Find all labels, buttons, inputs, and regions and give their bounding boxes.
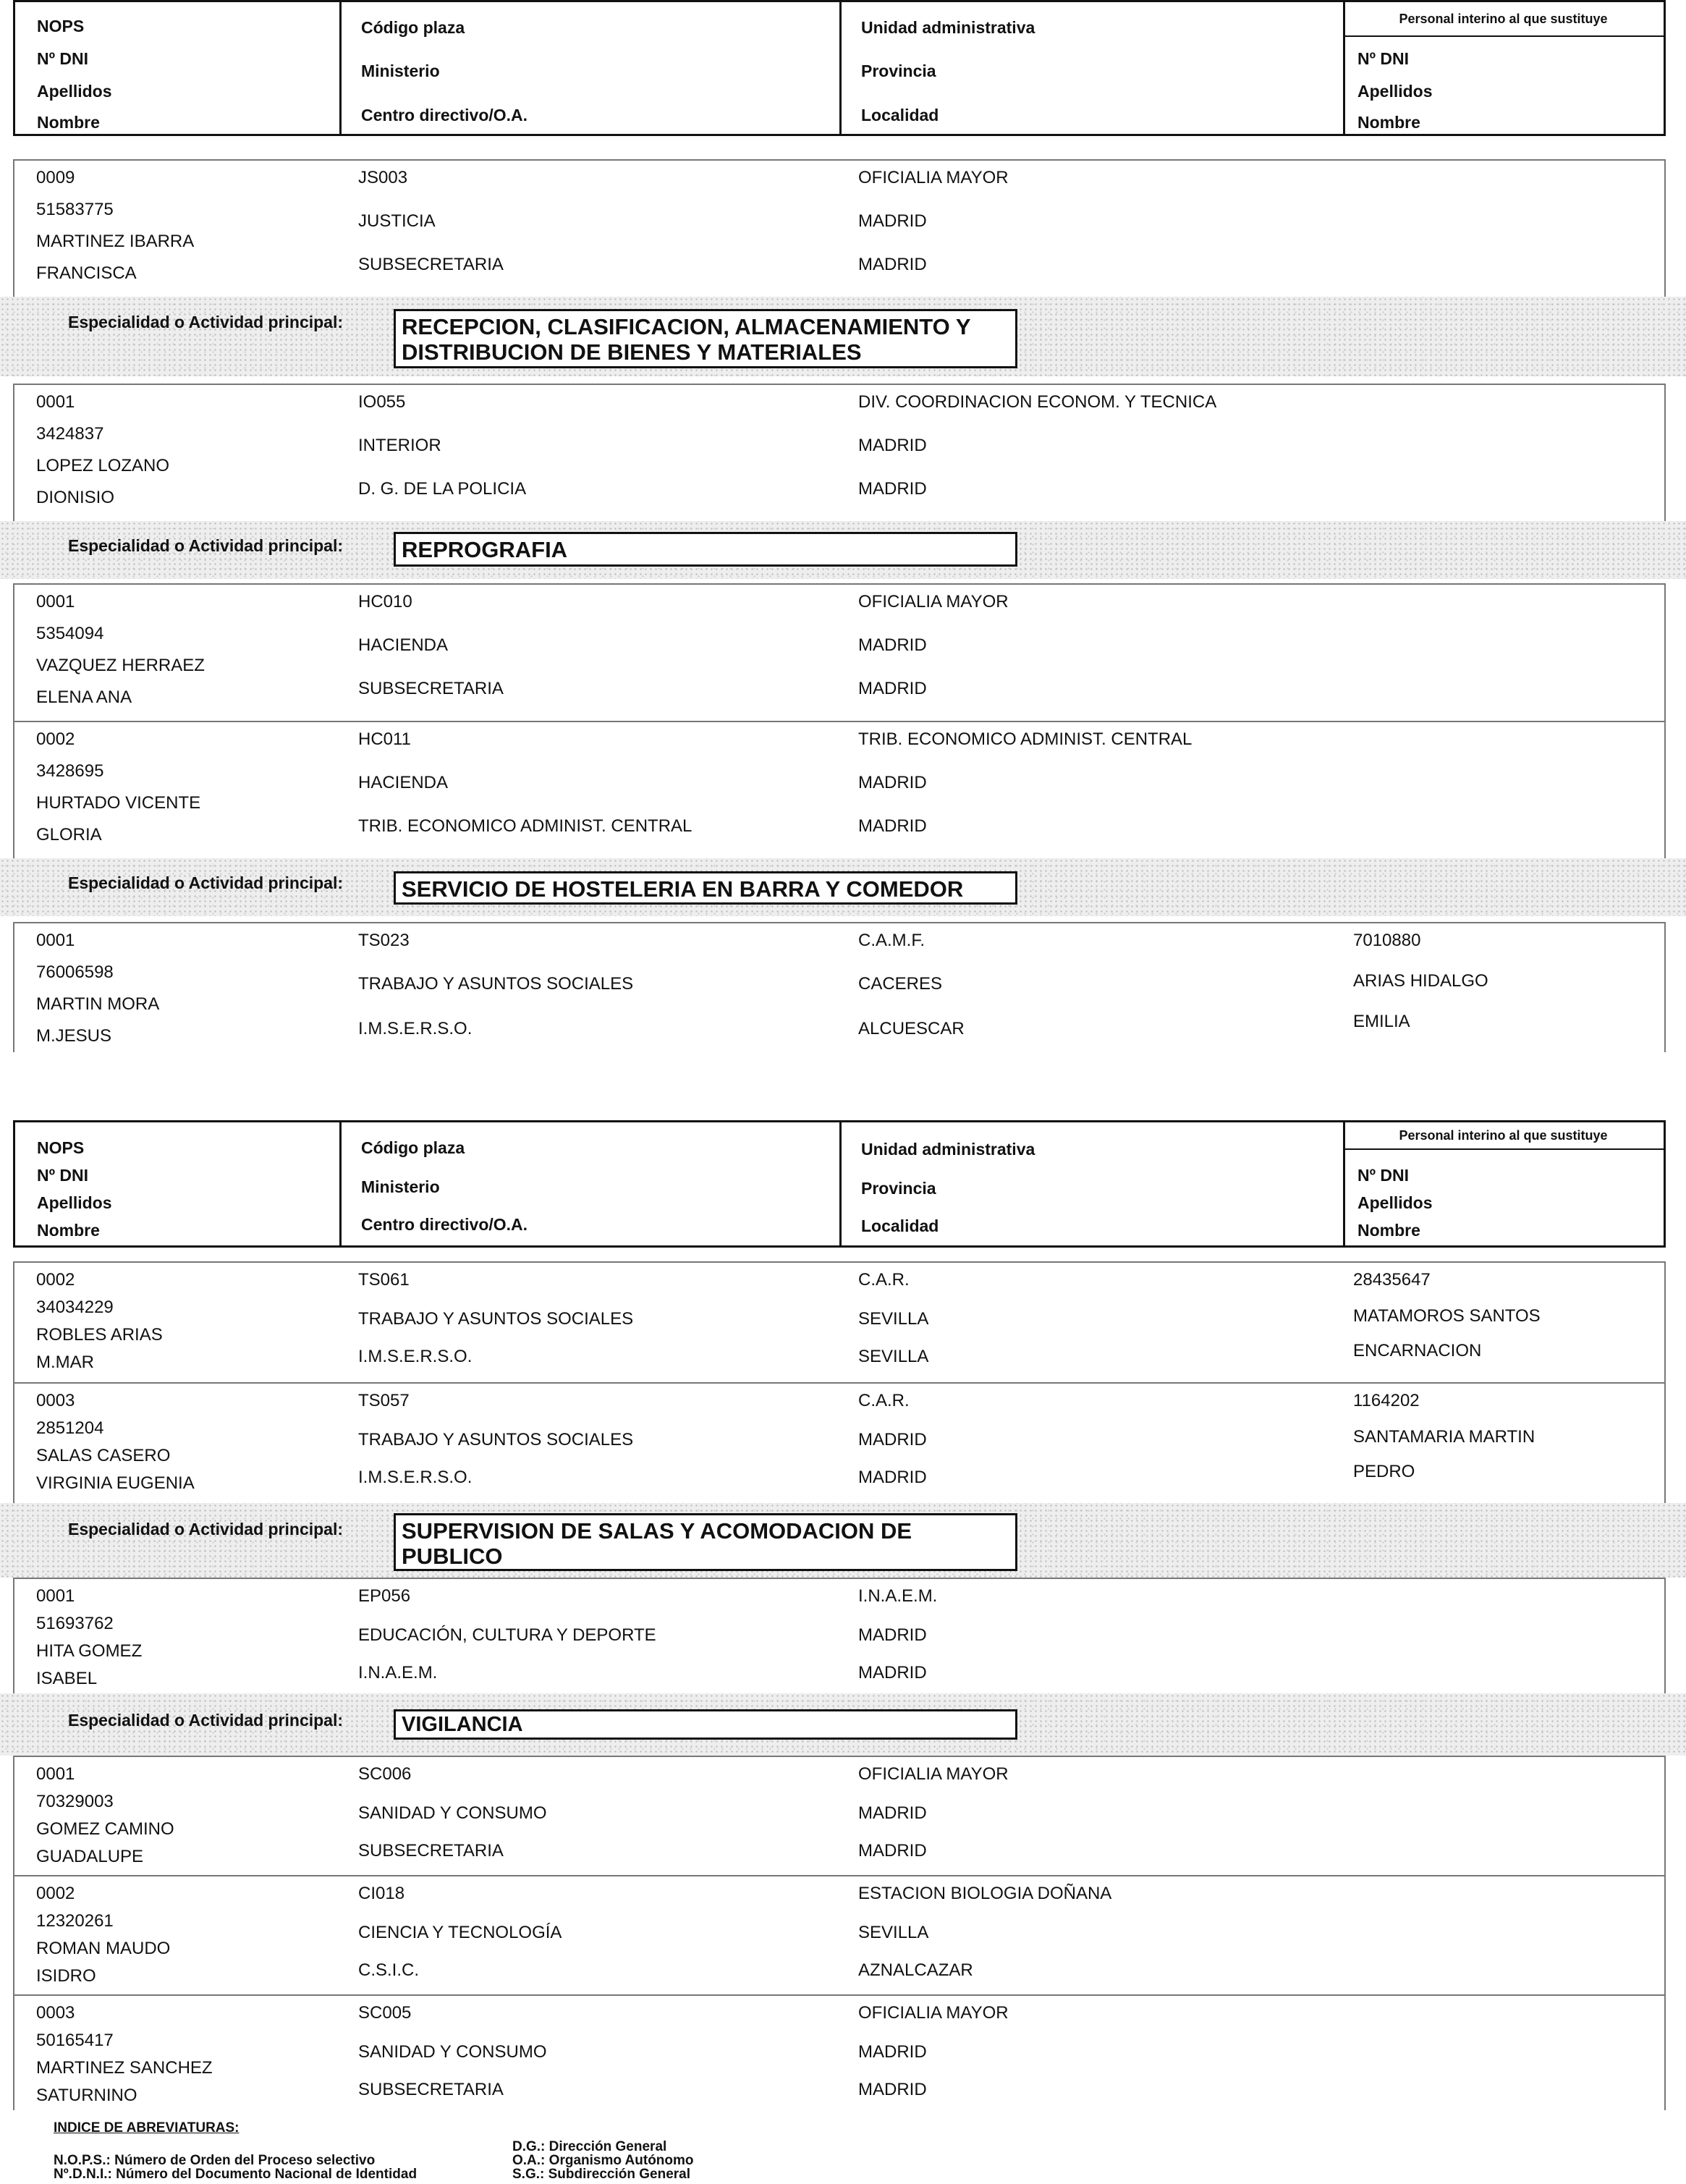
- unidad-administrativa: I.N.A.E.M.: [858, 1586, 938, 1606]
- provincia: MADRID: [858, 211, 927, 231]
- dni: 3424837: [36, 424, 104, 444]
- ministerio: TRABAJO Y ASUNTOS SOCIALES: [358, 1430, 634, 1449]
- sustituye-dni: 28435647: [1353, 1270, 1431, 1290]
- header-apellidos: Apellidos: [37, 82, 112, 101]
- localidad: MADRID: [858, 479, 927, 499]
- ministerio: HACIENDA: [358, 635, 449, 655]
- centro-directivo: I.N.A.E.M.: [358, 1663, 438, 1683]
- centro-directivo: SUBSECRETARIA: [358, 2080, 504, 2099]
- apellidos: LOPEZ LOZANO: [36, 456, 170, 475]
- header-col-unidad: [839, 2, 1345, 134]
- codigo-plaza: CI018: [358, 1884, 405, 1903]
- apellidos: MARTINEZ IBARRA: [36, 232, 195, 251]
- header-provincia: Provincia: [861, 1179, 936, 1198]
- sustituye-nombre: EMILIA: [1353, 1012, 1410, 1031]
- header-col-plaza: [339, 1122, 842, 1245]
- codigo-plaza: TS023: [358, 931, 410, 950]
- table-row: [13, 1382, 1666, 1503]
- centro-directivo: C.S.I.C.: [358, 1960, 420, 1980]
- sustituye-apellidos: SANTAMARIA MARTIN: [1353, 1427, 1535, 1447]
- ministerio: TRABAJO Y ASUNTOS SOCIALES: [358, 974, 634, 994]
- provincia: SEVILLA: [858, 1309, 929, 1329]
- unidad-administrativa: ESTACION BIOLOGIA DOÑANA: [858, 1884, 1112, 1903]
- ministerio: EDUCACIÓN, CULTURA Y DEPORTE: [358, 1625, 656, 1645]
- localidad: MADRID: [858, 1841, 927, 1861]
- provincia: MADRID: [858, 1803, 927, 1823]
- table-header: [13, 0, 1666, 136]
- centro-directivo: SUBSECRETARIA: [358, 1841, 504, 1861]
- unidad-administrativa: DIV. COORDINACION ECONOM. Y TECNICA: [858, 392, 1217, 412]
- nombre: ISIDRO: [36, 1966, 96, 1986]
- header-dni: Nº DNI: [37, 49, 89, 68]
- localidad: MADRID: [858, 1663, 927, 1683]
- provincia: MADRID: [858, 773, 927, 792]
- apellidos: MARTIN MORA: [36, 994, 160, 1014]
- header-col-person: [15, 1122, 342, 1245]
- sustituye-nombre: PEDRO: [1353, 1462, 1415, 1481]
- apellidos: ROMAN MAUDO: [36, 1939, 171, 1958]
- unidad-administrativa: C.A.R.: [858, 1270, 910, 1290]
- codigo-plaza: HC011: [358, 729, 411, 749]
- header-dni: Nº DNI: [37, 1166, 89, 1185]
- table-header: [13, 1120, 1666, 1248]
- table-row: [13, 384, 1666, 521]
- specialty-label: Especialidad o Actividad principal:: [68, 1520, 344, 1538]
- specialty-band: [0, 858, 1686, 916]
- header-col-plaza: [339, 2, 842, 134]
- dni: 3428695: [36, 761, 104, 781]
- header-localidad: Localidad: [861, 106, 939, 124]
- centro-directivo: I.M.S.E.R.S.O.: [358, 1347, 473, 1366]
- header-sustituye-title: Personal interino al que sustituye: [1399, 12, 1608, 26]
- header-sust-apellidos: Apellidos: [1357, 82, 1433, 101]
- specialty-band: [0, 1503, 1686, 1578]
- unidad-administrativa: C.A.R.: [858, 1391, 910, 1410]
- specialty-label: Especialidad o Actividad principal:: [68, 536, 344, 555]
- nops: 0001: [36, 392, 75, 412]
- nombre: GLORIA: [36, 825, 102, 845]
- unidad-administrativa: OFICIALIA MAYOR: [858, 1764, 1009, 1784]
- nops: 0002: [36, 729, 75, 749]
- header-sust-nombre: Nombre: [1357, 113, 1420, 132]
- specialty-label: Especialidad o Actividad principal:: [68, 873, 344, 892]
- nombre: VIRGINIA EUGENIA: [36, 1473, 195, 1493]
- sustituye-apellidos: MATAMOROS SANTOS: [1353, 1306, 1541, 1326]
- specialty-label: Especialidad o Actividad principal:: [68, 313, 344, 331]
- localidad: MADRID: [858, 1468, 927, 1487]
- dni: 34034229: [36, 1298, 114, 1317]
- header-centro: Centro directivo/O.A.: [361, 1215, 528, 1234]
- table-row: [13, 1578, 1666, 1693]
- header-sustituye-title-box: [1343, 2, 1664, 37]
- centro-directivo: SUBSECRETARIA: [358, 255, 504, 274]
- header-ministerio: Ministerio: [361, 1177, 440, 1196]
- header-col-sustituye: [1343, 1122, 1664, 1245]
- unidad-administrativa: OFICIALIA MAYOR: [858, 168, 1009, 187]
- header-ministerio: Ministerio: [361, 62, 440, 80]
- abbreviations-legend: [54, 2120, 922, 2181]
- table-row: [13, 583, 1666, 721]
- header-sust-apellidos: Apellidos: [1357, 1193, 1433, 1212]
- localidad: MADRID: [858, 255, 927, 274]
- header-nops: NOPS: [37, 17, 85, 35]
- header-codigo-plaza: Código plaza: [361, 18, 465, 37]
- codigo-plaza: TS061: [358, 1270, 410, 1290]
- unidad-administrativa: C.A.M.F.: [858, 931, 925, 950]
- nombre: FRANCISCA: [36, 263, 137, 283]
- nops: 0001: [36, 1586, 75, 1606]
- apellidos: HURTADO VICENTE: [36, 793, 201, 813]
- dni: 12320261: [36, 1911, 114, 1931]
- specialty-value: SERVICIO DE HOSTELERIA EN BARRA Y COMEDOR: [394, 871, 1017, 905]
- codigo-plaza: SC006: [358, 1764, 412, 1784]
- header-unidad: Unidad administrativa: [861, 1140, 1035, 1159]
- nops: 0001: [36, 592, 75, 611]
- provincia: MADRID: [858, 1430, 927, 1449]
- localidad: MADRID: [858, 679, 927, 698]
- header-apellidos: Apellidos: [37, 1193, 112, 1212]
- ministerio: INTERIOR: [358, 436, 441, 455]
- dni: 70329003: [36, 1792, 114, 1811]
- ministerio: SANIDAD Y CONSUMO: [358, 2042, 547, 2062]
- nops: 0002: [36, 1270, 75, 1290]
- dni: 50165417: [36, 2031, 114, 2050]
- centro-directivo: I.M.S.E.R.S.O.: [358, 1468, 473, 1487]
- dni: 76006598: [36, 962, 114, 982]
- header-sust-nombre: Nombre: [1357, 1221, 1420, 1240]
- apellidos: HITA GOMEZ: [36, 1641, 143, 1661]
- legend-item: N.O.P.S.: Número de Orden del Proceso selectivo: [54, 2153, 376, 2168]
- specialty-value: SUPERVISION DE SALAS Y ACOMODACION DE PUBLICO: [394, 1513, 1017, 1571]
- specialty-value: RECEPCION, CLASIFICACION, ALMACENAMIENTO Y DISTRIBUCION DE BIENES Y MATERIALES: [394, 309, 1017, 368]
- unidad-administrativa: OFICIALIA MAYOR: [858, 592, 1009, 611]
- nops: 0009: [36, 168, 75, 187]
- legend-item: D.G.: Dirección General: [512, 2139, 667, 2154]
- nops: 0001: [36, 931, 75, 950]
- centro-directivo: SUBSECRETARIA: [358, 679, 504, 698]
- legend-item: Nº.D.N.I.: Número del Documento Nacional de Identidad: [54, 2167, 418, 2182]
- header-sustituye-title-box: [1343, 1122, 1664, 1150]
- apellidos: MARTINEZ SANCHEZ: [36, 2058, 213, 2078]
- codigo-plaza: HC010: [358, 592, 412, 611]
- codigo-plaza: EP056: [358, 1586, 411, 1606]
- dni: 2851204: [36, 1418, 104, 1438]
- header-sust-dni: Nº DNI: [1357, 49, 1410, 68]
- apellidos: ROBLES ARIAS: [36, 1325, 163, 1345]
- header-nombre: Nombre: [37, 113, 100, 132]
- header-sust-dni: Nº DNI: [1357, 1166, 1410, 1185]
- header-sustituye-title: Personal interino al que sustituye: [1399, 1128, 1608, 1143]
- provincia: MADRID: [858, 436, 927, 455]
- header-centro: Centro directivo/O.A.: [361, 106, 528, 124]
- provincia: MADRID: [858, 2042, 927, 2062]
- centro-directivo: I.M.S.E.R.S.O.: [358, 1019, 473, 1038]
- codigo-plaza: SC005: [358, 2003, 412, 2023]
- table-row: [13, 1994, 1666, 2110]
- table-row: [13, 721, 1666, 858]
- specialty-band: [0, 1693, 1686, 1756]
- localidad: ALCUESCAR: [858, 1019, 965, 1038]
- ministerio: HACIENDA: [358, 773, 449, 792]
- legend-item: S.G.: Subdirección General: [512, 2167, 691, 2182]
- header-col-sustituye: [1343, 2, 1664, 134]
- table-row: [13, 922, 1666, 1052]
- header-localidad: Localidad: [861, 1216, 939, 1235]
- sustituye-apellidos: ARIAS HIDALGO: [1353, 971, 1488, 991]
- apellidos: VAZQUEZ HERRAEZ: [36, 656, 205, 675]
- table-row: [13, 1756, 1666, 1875]
- sustituye-dni: 7010880: [1353, 931, 1421, 950]
- specialty-value: VIGILANCIA: [394, 1709, 1017, 1740]
- nombre: M.JESUS: [36, 1026, 112, 1046]
- header-unidad: Unidad administrativa: [861, 18, 1035, 37]
- header-col-unidad: [839, 1122, 1345, 1245]
- header-col-person: [15, 2, 342, 134]
- localidad: SEVILLA: [858, 1347, 929, 1366]
- header-nombre: Nombre: [37, 1221, 100, 1240]
- table-row: [13, 159, 1666, 297]
- nombre: ELENA ANA: [36, 687, 132, 707]
- nops: 0003: [36, 1391, 75, 1410]
- dni: 51693762: [36, 1614, 114, 1633]
- nops: 0001: [36, 1764, 75, 1784]
- dni: 5354094: [36, 624, 104, 643]
- nombre: GUADALUPE: [36, 1847, 144, 1866]
- nops: 0002: [36, 1884, 75, 1903]
- apellidos: SALAS CASERO: [36, 1446, 171, 1465]
- specialty-band: [0, 297, 1686, 376]
- centro-directivo: TRIB. ECONOMICO ADMINIST. CENTRAL: [358, 816, 692, 836]
- table-row: [13, 1261, 1666, 1382]
- ministerio: CIENCIA Y TECNOLOGÍA: [358, 1923, 562, 1942]
- ministerio: TRABAJO Y ASUNTOS SOCIALES: [358, 1309, 634, 1329]
- unidad-administrativa: OFICIALIA MAYOR: [858, 2003, 1009, 2023]
- codigo-plaza: TS057: [358, 1391, 410, 1410]
- nombre: M.MAR: [36, 1353, 94, 1372]
- nombre: ISABEL: [36, 1669, 98, 1688]
- header-nops: NOPS: [37, 1138, 85, 1157]
- ministerio: SANIDAD Y CONSUMO: [358, 1803, 547, 1823]
- codigo-plaza: JS003: [358, 168, 408, 187]
- specialty-band: [0, 521, 1686, 579]
- legend-title: INDICE DE ABREVIATURAS:: [54, 2120, 240, 2136]
- legend-item: O.A.: Organismo Autónomo: [512, 2153, 694, 2168]
- header-provincia: Provincia: [861, 62, 936, 80]
- ministerio: JUSTICIA: [358, 211, 436, 231]
- sustituye-nombre: ENCARNACION: [1353, 1341, 1482, 1360]
- apellidos: GOMEZ CAMINO: [36, 1819, 174, 1839]
- provincia: MADRID: [858, 1625, 927, 1645]
- provincia: MADRID: [858, 635, 927, 655]
- provincia: SEVILLA: [858, 1923, 929, 1942]
- nops: 0003: [36, 2003, 75, 2023]
- localidad: AZNALCAZAR: [858, 1960, 973, 1980]
- nombre: DIONISIO: [36, 488, 115, 507]
- specialty-label: Especialidad o Actividad principal:: [68, 1711, 344, 1730]
- codigo-plaza: IO055: [358, 392, 406, 412]
- specialty-value: REPROGRAFIA: [394, 532, 1017, 567]
- localidad: MADRID: [858, 2080, 927, 2099]
- dni: 51583775: [36, 200, 114, 219]
- localidad: MADRID: [858, 816, 927, 836]
- unidad-administrativa: TRIB. ECONOMICO ADMINIST. CENTRAL: [858, 729, 1193, 749]
- header-codigo-plaza: Código plaza: [361, 1138, 465, 1157]
- table-row: [13, 1875, 1666, 1994]
- centro-directivo: D. G. DE LA POLICIA: [358, 479, 527, 499]
- nombre: SATURNINO: [36, 2086, 137, 2105]
- provincia: CACERES: [858, 974, 943, 994]
- sustituye-dni: 1164202: [1353, 1391, 1420, 1410]
